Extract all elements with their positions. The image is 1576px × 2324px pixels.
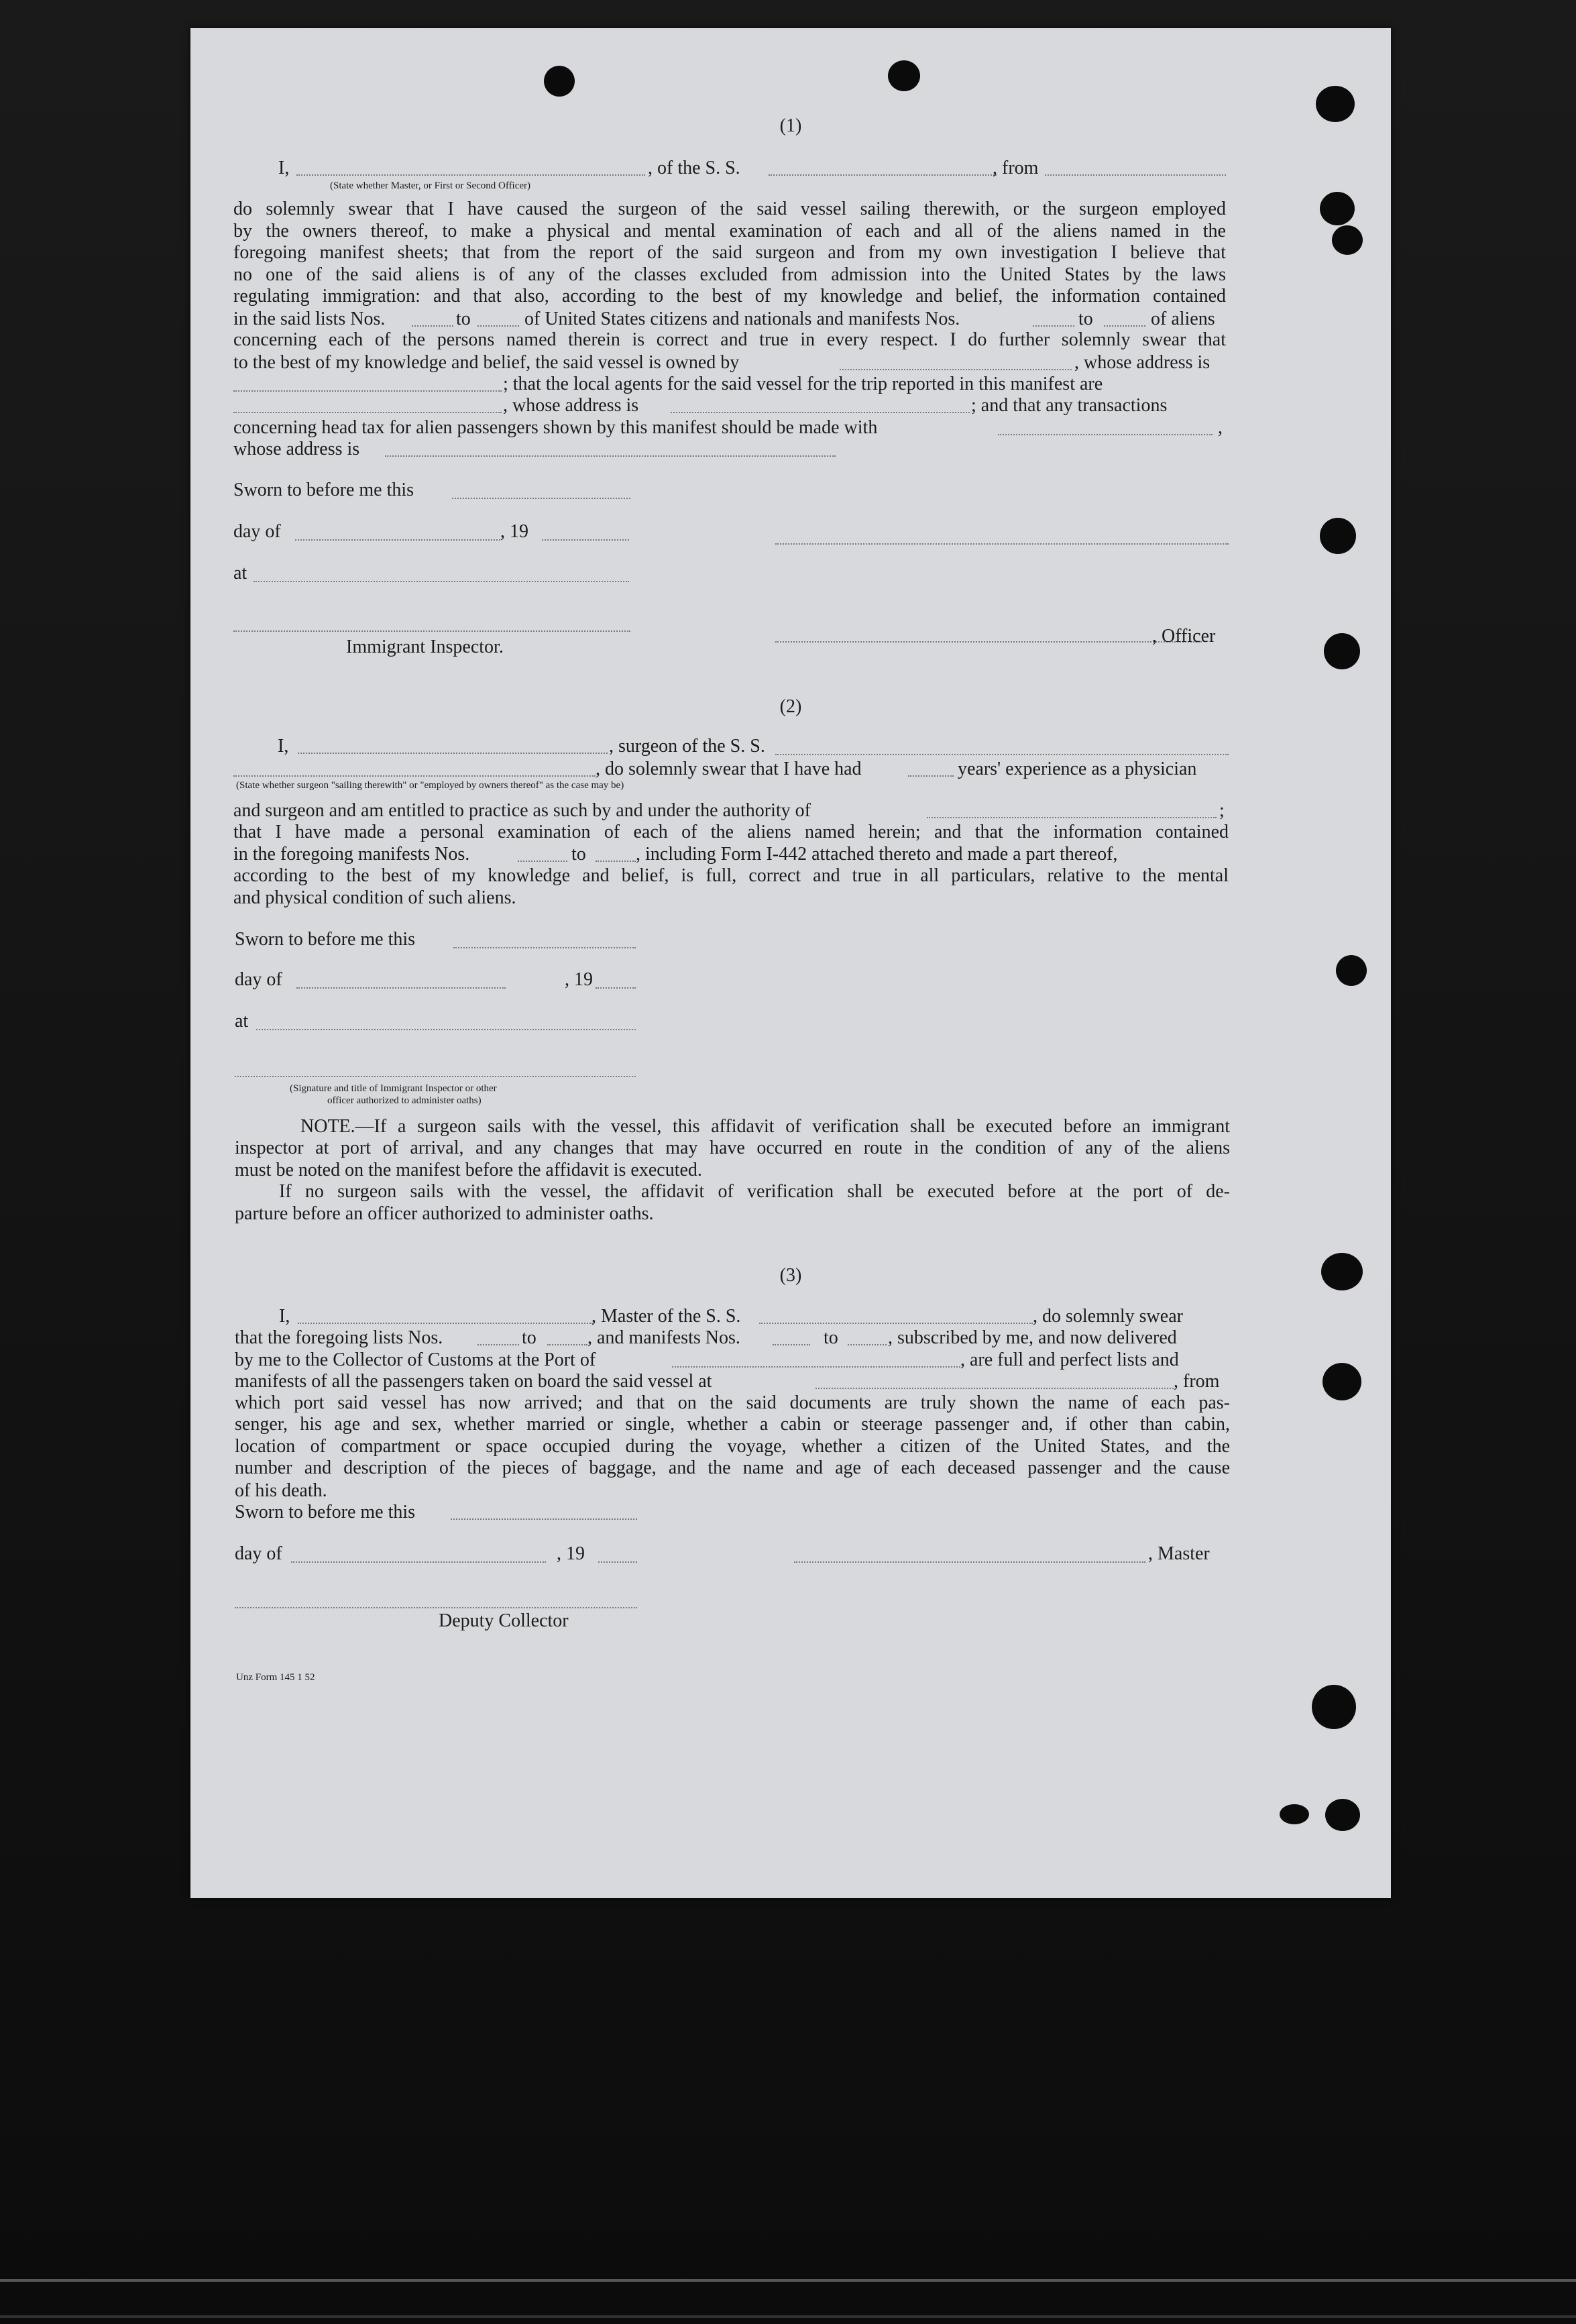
- fill-line-manifest-from: [1033, 325, 1074, 327]
- aliens-label: of aliens: [1151, 309, 1215, 329]
- section-3-number: (3): [779, 1265, 802, 1286]
- of-ss-label: , of the S. S.: [648, 158, 740, 178]
- to-label: to: [1078, 309, 1093, 329]
- owned-by-label: to the best of my knowledge and belief, the said vessel is owned by: [233, 352, 740, 373]
- to-label: to: [571, 844, 586, 865]
- surgeon-note: (State whether surgeon "sailing therewith" or "employed by owners thereof" as the case may be): [236, 780, 624, 791]
- film-edge-line-lower: [0, 2315, 1576, 2318]
- punch-hole: [1332, 225, 1363, 255]
- from-label: , from: [1174, 1371, 1220, 1392]
- fill-line-head-tax: [998, 434, 1213, 435]
- sworn-label: Sworn to before me this: [235, 929, 416, 950]
- oath-i-label: I,: [279, 1306, 290, 1327]
- master-note: (State whether Master, or First or Second Officer): [330, 180, 531, 191]
- fill-line-sworn: [451, 1518, 637, 1520]
- section-1-line: by the owners thereof, to make a physical and mental examination of each and all of the aliens named in the: [233, 221, 1226, 241]
- punch-hole: [1324, 633, 1360, 669]
- fill-line-surgeon-vessel: [775, 754, 1229, 755]
- collector-label: by me to the Collector of Customs at the Port of: [235, 1349, 596, 1370]
- fill-line-surgeon-name: [298, 753, 608, 754]
- semicolon: ;: [1219, 800, 1225, 821]
- to-label: to: [824, 1327, 838, 1348]
- surgeon-of-ss-label: , surgeon of the S. S.: [609, 736, 765, 757]
- section-3-line: senger, his age and sex, whether married or single, whether a cabin or steerage passenger and, if other than cabin,: [235, 1414, 1230, 1435]
- section-2-line: according to the best of my knowledge and belief, is full, correct and true in all particulars, relative to the mental: [233, 865, 1229, 886]
- fill-line-list-to: [477, 325, 519, 327]
- fill-line-day: [295, 539, 500, 541]
- fill-line-owner-address: [233, 390, 502, 392]
- section-3-line: location of compartment or space occupied during the voyage, whether a citizen of the United States, and the: [235, 1436, 1230, 1457]
- punch-hole: [1322, 1363, 1361, 1400]
- note-line: If no surgeon sails with the vessel, the affidavit of verification shall be executed before at the port of de-: [279, 1181, 1230, 1202]
- swear-label: , do solemnly swear: [1033, 1306, 1183, 1327]
- signature-note: officer authorized to administer oaths): [327, 1095, 482, 1106]
- swear-label: , do solemnly swear that I have had: [596, 759, 862, 779]
- inspector-label: Immigrant Inspector.: [346, 637, 504, 657]
- experience-label: years' experience as a physician: [958, 759, 1197, 779]
- fill-line-list-from: [477, 1344, 519, 1345]
- form-number: Unz Form 145 1 52: [236, 1672, 315, 1683]
- head-tax-label: concerning head tax for alien passengers shown by this manifest should be made with: [233, 417, 878, 438]
- fill-line-authority: [927, 817, 1217, 818]
- citizens-label: of United States citizens and nationals and manifests Nos.: [524, 309, 960, 329]
- fill-line-list-from: [412, 325, 453, 327]
- taken-on-board-label: manifests of all the passengers taken on board the said vessel at: [235, 1371, 712, 1392]
- master-of-ss-label: , Master of the S. S.: [592, 1306, 741, 1327]
- punch-hole: [544, 66, 575, 97]
- deputy-collector-label: Deputy Collector: [439, 1610, 569, 1631]
- signature-note: (Signature and title of Immigrant Inspector or other: [290, 1083, 497, 1094]
- section-2-line: and physical condition of such aliens.: [233, 887, 516, 908]
- section-1-line: no one of the said aliens is of any of the classes excluded from admission into the United States by the laws: [233, 264, 1226, 285]
- owner-address-label: , whose address is: [1074, 352, 1211, 373]
- authority-label: and surgeon and am entitled to practice as such by and under the authority of: [233, 800, 811, 821]
- note-line: inspector at port of arrival, and any changes that may have occurred en route in the condition of any of the aliens: [235, 1138, 1230, 1158]
- fill-line-day: [296, 987, 506, 989]
- fill-line-officer: [775, 641, 1202, 643]
- fill-line-master-name: [298, 1323, 593, 1324]
- fill-line-surgeon-status: [233, 775, 596, 777]
- fill-line-name: [296, 174, 645, 176]
- master-label: , Master: [1148, 1543, 1210, 1564]
- transactions-label: ; and that any transactions: [971, 395, 1168, 416]
- full-lists-label: , are full and perfect lists and: [960, 1349, 1179, 1370]
- fill-line-port: [672, 1366, 960, 1368]
- fill-line-agents: [233, 412, 502, 413]
- subscribed-label: , subscribed by me, and now delivered: [888, 1327, 1177, 1348]
- punch-hole: [1280, 1804, 1309, 1824]
- sworn-label: Sworn to before me this: [233, 480, 414, 500]
- punch-hole: [888, 60, 920, 91]
- from-label: , from: [993, 158, 1039, 178]
- section-2-line: that I have made a personal examination of each of the aliens named herein; and that the information contained: [233, 822, 1229, 842]
- local-agents-label: ; that the local agents for the said vessel for the trip reported in this manifest are: [503, 374, 1103, 394]
- oath-i-label: I,: [278, 736, 289, 757]
- note-line: NOTE.—If a surgeon sails with the vessel, this affidavit of verification shall be executed before an immigrant: [300, 1116, 1230, 1137]
- fill-line-year: [542, 539, 629, 541]
- fill-line-sworn: [452, 498, 630, 499]
- section-1-number: (1): [779, 115, 802, 136]
- note-line: parture before an officer authorized to administer oaths.: [235, 1203, 654, 1224]
- fill-line-day: [291, 1561, 546, 1563]
- punch-hole: [1325, 1799, 1360, 1831]
- punch-hole: [1320, 192, 1355, 225]
- lists-nos-label: that the foregoing lists Nos.: [235, 1327, 443, 1348]
- section-1-line: foregoing manifest sheets; that from the report of the said surgeon and from my own investigation I believe that: [233, 242, 1226, 263]
- fill-line-list-to: [547, 1344, 587, 1345]
- oath-i-label: I,: [278, 158, 290, 178]
- fill-line-inspector: [233, 630, 630, 632]
- lists-nos-label: in the said lists Nos.: [233, 309, 386, 329]
- whose-address-label: whose address is: [233, 439, 360, 459]
- section-2-number: (2): [779, 696, 802, 717]
- day-of-label: day of: [233, 521, 281, 542]
- fill-line-owner: [840, 369, 1072, 370]
- fill-line-agent-address: [671, 412, 970, 413]
- film-edge-line: [0, 2279, 1576, 2282]
- fill-line-sworn: [453, 947, 636, 948]
- punch-hole: [1312, 1685, 1356, 1729]
- fill-line-years: [908, 775, 954, 777]
- fill-line-signature: [235, 1076, 636, 1077]
- officer-label: , Officer: [1152, 626, 1216, 647]
- year-label: , 19: [557, 1543, 585, 1564]
- year-label: , 19: [565, 969, 593, 990]
- fill-line-tax-address: [385, 455, 836, 457]
- fill-line-vessel: [769, 174, 997, 176]
- fill-line-deputy: [235, 1607, 637, 1608]
- year-label: , 19: [500, 521, 528, 542]
- note-line: must be noted on the manifest before the affidavit is executed.: [235, 1160, 702, 1180]
- day-of-label: day of: [235, 1543, 282, 1564]
- to-label: to: [456, 309, 471, 329]
- sworn-label: Sworn to before me this: [235, 1502, 416, 1523]
- fill-line-manifest-from: [518, 861, 567, 862]
- fill-line-signature: [775, 543, 1229, 545]
- fill-line-at: [256, 1029, 636, 1030]
- punch-hole: [1336, 955, 1367, 986]
- fill-line-manifest-to: [596, 861, 636, 862]
- day-of-label: day of: [235, 969, 282, 990]
- section-1-line: do solemnly swear that I have caused the surgeon of the said vessel sailing therewith, or the surgeon employed: [233, 199, 1226, 219]
- fill-line-embarkation: [815, 1388, 1174, 1389]
- section-1-line: concerning each of the persons named therein is correct and true in every respect. I do further solemnly swear that: [233, 329, 1226, 350]
- section-1-line: regulating immigration: and that also, according to the best of my knowledge and belief, the information contained: [233, 286, 1226, 307]
- manifest-affidavit-page: [190, 28, 1391, 1898]
- to-label: to: [522, 1327, 537, 1348]
- section-3-line: which port said vessel has now arrived; and that on the said documents are truly shown the name of each pas-: [235, 1392, 1230, 1413]
- section-3-line: of his death.: [235, 1480, 327, 1501]
- manifests-nos-label: in the foregoing manifests Nos.: [233, 844, 470, 865]
- fill-line-manifest-to: [848, 1344, 887, 1345]
- fill-line-year: [596, 987, 636, 989]
- fill-line-manifest-to: [1104, 325, 1145, 327]
- fill-line-year: [598, 1561, 637, 1563]
- section-3-line: number and description of the pieces of baggage, and the name and age of each deceased passenger and the cause: [235, 1457, 1230, 1478]
- at-label: at: [235, 1011, 249, 1032]
- fill-line-vessel: [759, 1323, 1033, 1324]
- comma: ,: [1218, 417, 1223, 438]
- at-label: at: [233, 563, 247, 584]
- form-i442-label: , including Form I-442 attached thereto and made a part thereof,: [636, 844, 1118, 865]
- manifests-nos-label: , and manifests Nos.: [587, 1327, 740, 1348]
- fill-line-master-signature: [794, 1561, 1145, 1563]
- punch-hole: [1320, 518, 1356, 554]
- fill-line-from: [1045, 174, 1226, 176]
- fill-line-manifest-from: [773, 1344, 810, 1345]
- fill-line-at: [254, 581, 629, 582]
- agent-address-label: , whose address is: [503, 395, 639, 416]
